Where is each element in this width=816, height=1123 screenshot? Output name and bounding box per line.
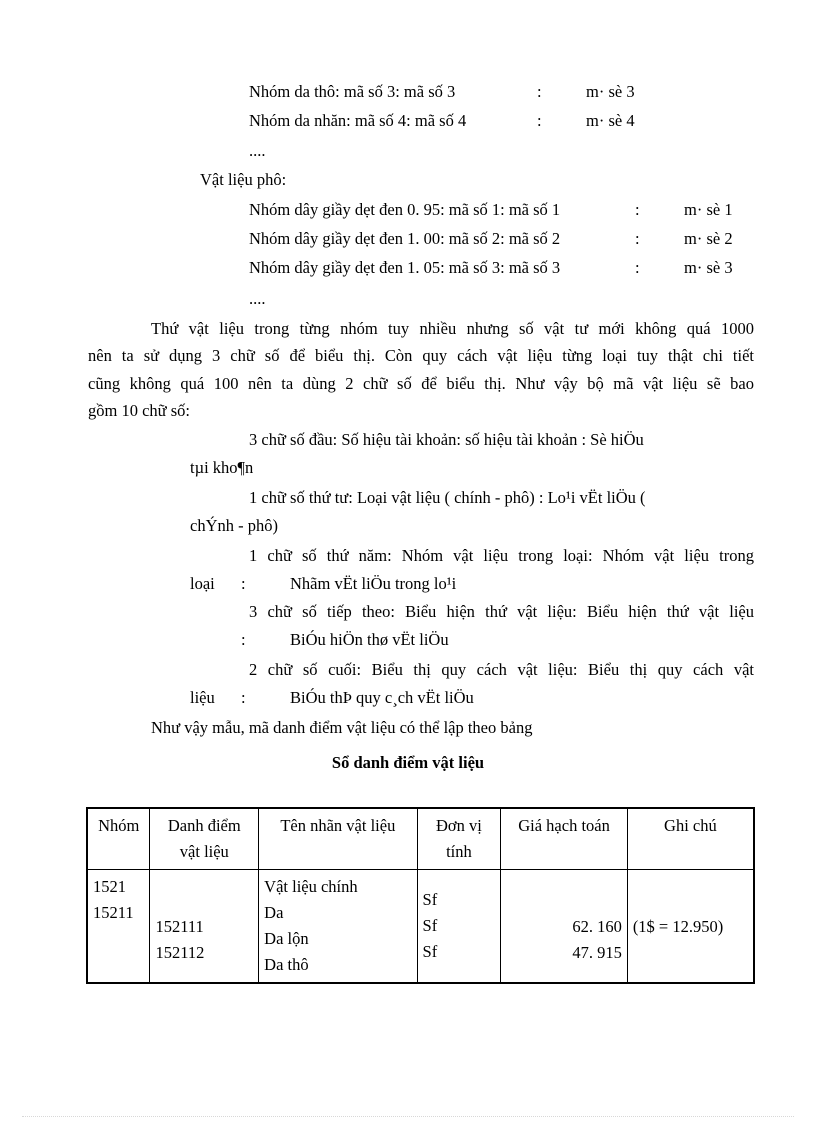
list-code: m· sè 3 bbox=[586, 82, 635, 101]
list-line-da-nhan: Nhóm da nhăn: mã số 4: mã số 4 bbox=[249, 111, 467, 130]
code-part-1-cont: tµi kho¶n bbox=[190, 458, 254, 477]
code-part-3-code: Nhãm vËt liÖu trong lo¹i bbox=[290, 574, 457, 593]
material-code-table bbox=[86, 807, 755, 984]
header-ghi-chu: Ghi chú bbox=[627, 808, 754, 870]
table-header-row bbox=[87, 808, 754, 870]
list-colon: : bbox=[635, 229, 640, 248]
code-part-3-cont: loại bbox=[190, 574, 215, 593]
list-colon: : bbox=[635, 200, 640, 219]
list-line-day-giay-105: Nhóm dây giầy dẹt đen 1. 05: mã số 3: mã số 3 bbox=[249, 258, 561, 277]
paragraph-line: nên ta sử dụng 3 chữ số để biểu thị. Còn quy cách vật liệu từng loại tuy thật chi tiết bbox=[88, 346, 754, 365]
list-line-day-giay-100: Nhóm dây giầy dẹt đen 1. 00: mã số 2: mã số 2 bbox=[249, 229, 561, 248]
list-code: m· sè 3 bbox=[684, 258, 733, 277]
paragraph-line: Như vậy mẫu, mã danh điểm vật liệu có thể lập theo bảng bbox=[151, 718, 533, 737]
code-part-5: 2 chữ số cuối: Biểu thị quy cách vật liệu: Biểu thị quy cách vật bbox=[249, 660, 754, 679]
cell-ten-nhan: Vật liệu chính Da Da lộn Da thô bbox=[259, 870, 417, 984]
list-colon: : bbox=[537, 82, 542, 101]
section-label-vat-lieu-phu: Vật liệu phô: bbox=[200, 170, 287, 189]
code-part-2: 1 chữ số thứ tư: Loại vật liệu ( chính - phô) : Lo¹i vËt liÖu ( bbox=[249, 488, 646, 507]
paragraph-line: cũng không quá 100 nên ta dùng 2 chữ số để biểu thị. Như vậy bộ mã vật liệu sẽ bao bbox=[88, 374, 754, 393]
ellipsis: .... bbox=[249, 289, 266, 308]
header-don-vi: Đơn vị tính bbox=[417, 808, 501, 870]
code-part-4-colon: : bbox=[241, 630, 246, 649]
paragraph-line: gồm 10 chữ số: bbox=[88, 401, 190, 420]
header-nhom: Nhóm bbox=[87, 808, 150, 870]
code-part-5-code: BiÓu thÞ quy c¸ch vËt liÖu bbox=[290, 688, 474, 707]
header-gia-hach-toan: Giá hạch toán bbox=[501, 808, 628, 870]
list-code: m· sè 1 bbox=[684, 200, 733, 219]
cell-gia-hach-toan: 62. 160 47. 915 bbox=[501, 870, 628, 984]
list-colon: : bbox=[635, 258, 640, 277]
header-ten-nhan: Tên nhãn vật liệu bbox=[259, 808, 417, 870]
code-part-2-cont: chÝnh - phô) bbox=[190, 516, 278, 535]
code-part-3-colon: : bbox=[241, 574, 246, 593]
table-title: Sổ danh điểm vật liệu bbox=[331, 753, 485, 772]
ellipsis: .... bbox=[249, 141, 266, 160]
cell-ghi-chu: (1$ = 12.950) bbox=[627, 870, 754, 984]
code-part-4-code: BiÓu hiÖn thø vËt liÖu bbox=[290, 630, 449, 649]
cell-don-vi: Sf Sf Sf bbox=[417, 870, 501, 984]
cell-danh-diem: 152111 152112 bbox=[150, 870, 259, 984]
list-line-da-tho: Nhóm da thô: mã số 3: mã số 3 bbox=[249, 82, 456, 101]
list-colon: : bbox=[537, 111, 542, 130]
header-danh-diem: Danh điểm vật liệu bbox=[150, 808, 259, 870]
table-row bbox=[87, 870, 754, 984]
cell-nhom: 1521 15211 bbox=[87, 870, 150, 984]
code-part-5-colon: : bbox=[241, 688, 246, 707]
list-line-day-giay-095: Nhóm dây giầy dẹt đen 0. 95: mã số 1: mã số 1 bbox=[249, 200, 561, 219]
code-part-4: 3 chữ số tiếp theo: Biểu hiện thứ vật liệu: Biểu hiện thứ vật liệu bbox=[249, 602, 754, 621]
code-part-3: 1 chữ số thứ năm: Nhóm vật liệu trong loại: Nhóm vật liệu trong bbox=[249, 546, 754, 565]
list-code: m· sè 2 bbox=[684, 229, 733, 248]
page-bottom-divider bbox=[22, 1116, 794, 1117]
code-part-5-cont: liệu bbox=[190, 688, 215, 707]
code-part-1: 3 chữ số đầu: Số hiệu tài khoản: số hiệu tài khoản : Sè hiÖu bbox=[249, 430, 644, 449]
list-code: m· sè 4 bbox=[586, 111, 635, 130]
paragraph-line: Thứ vật liệu trong từng nhóm tuy nhiều nhưng số vật tư mới không quá 1000 bbox=[151, 319, 754, 338]
